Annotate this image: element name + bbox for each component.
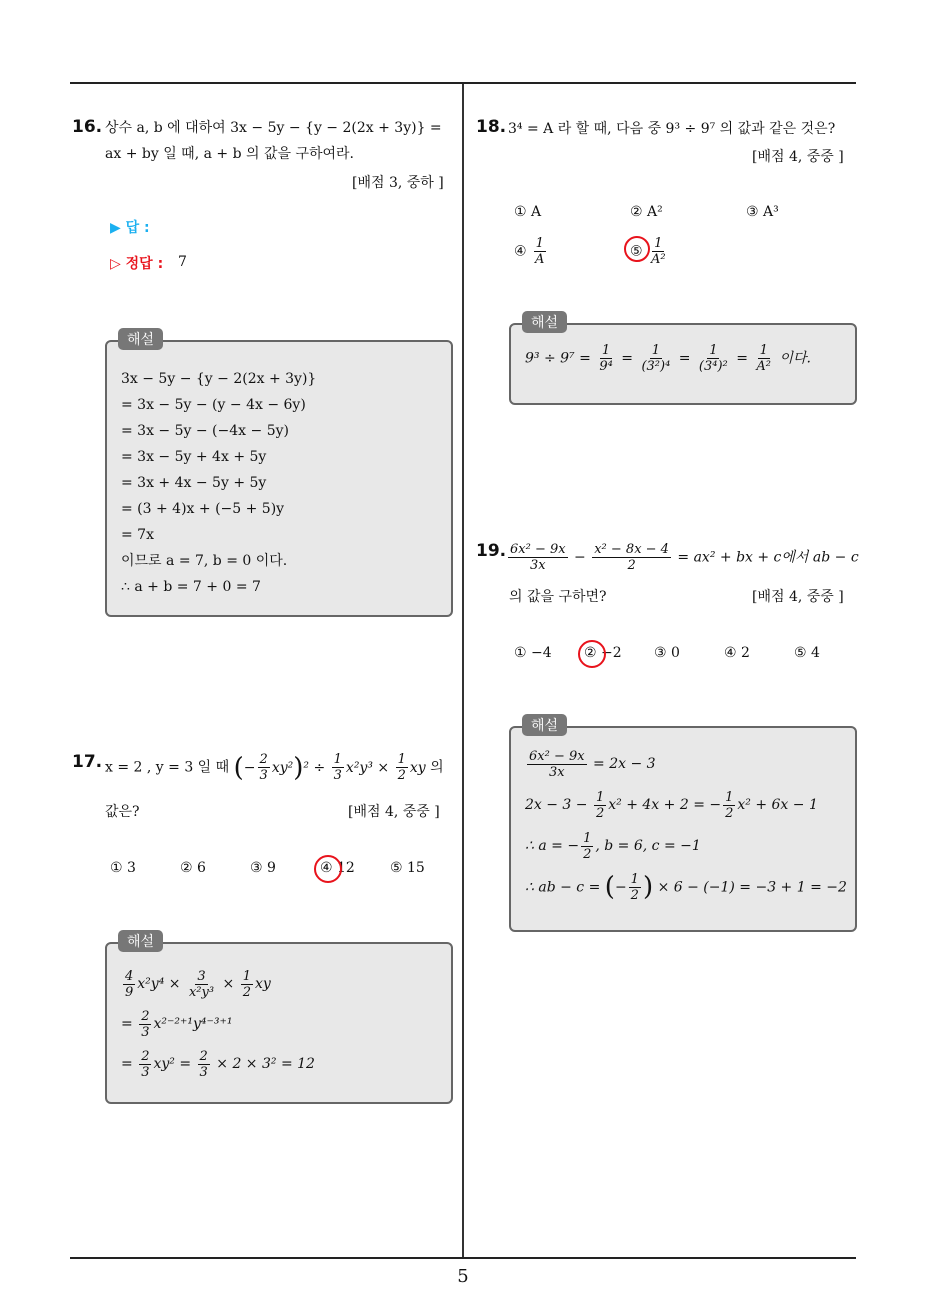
q17-explain-line3-suffix: × 2 × 3² = 12 — [216, 1056, 315, 1072]
q17-explain-line2-suffix: x²⁻²⁺¹y⁴⁻³⁺¹ — [153, 1016, 233, 1032]
bottom-rule — [70, 1257, 856, 1259]
q17-explain-line-3: = $\frac{2}{3}$ xy² = $\frac{2}{3}$ × 2 × 3² = 12 — [121, 1048, 315, 1080]
q17-number: 17. — [72, 752, 103, 772]
q16-line2: ax + by 일 때, a + b 의 값을 구하여라. — [105, 146, 355, 162]
column-divider — [462, 84, 464, 1257]
q18-option-5-label: ⑤ — [630, 243, 643, 260]
q16-explain-line-7: = 7x — [121, 527, 154, 543]
q18-option-4-label: ④ — [514, 243, 527, 260]
q19-explanation-tab: 해설 — [522, 714, 567, 736]
q18-option-4-value: $\frac{1}{A}$ — [535, 236, 545, 267]
q19-explanation-lines — [525, 744, 847, 909]
q16-answer-label[interactable]: ▶ 답 : — [110, 220, 150, 236]
q19-explain-line-4: ∴ ab − c = (− $\frac{1}{2}$ ) × 6 − (−1) = −3 + 1 = −2 — [525, 872, 847, 903]
q16-explain-line-1: 3x − 5y − {y − 2(2x + 3y)} — [121, 371, 317, 387]
q16-explanation-tab: 해설 — [118, 328, 163, 350]
q17-explanation-box — [105, 942, 453, 1104]
q18-line1: 3⁴ = A 라 할 때, 다음 중 9³ ÷ 9⁷ 의 값과 같은 것은? — [508, 121, 836, 137]
q19-explain-line1-suffix: = 2x − 3 — [593, 756, 656, 772]
q16-score: [배점 3, 중하 ] — [352, 175, 444, 191]
q17-text-start: x = 2 , y = 3 일 때 — [105, 759, 230, 776]
q16-correct-value: 7 — [178, 254, 187, 270]
q19-explain-line-2: 2x − 3 − $\frac{1}{2}$ x² + 4x + 2 = − $\frac{1}{2}$ x² + 6x − 1 — [525, 789, 818, 821]
q19-explain-line-1: $\frac{\text{6x² − 9x}}{3x}$ = 2x − 3 — [529, 748, 656, 780]
q19-expression: $\frac{\text{6x² − 9x}}{3x}$ − $\frac{\text{x² − 8x − 4}}{2}$ = ax² + bx + c에서 ab − c — [510, 542, 859, 573]
q17-text-line2: 값은? — [105, 804, 140, 820]
q19-explain-line4-suffix: × 6 − (−1) = −3 + 1 = −2 — [657, 879, 847, 896]
q18-explanation-tab: 해설 — [522, 311, 567, 333]
q16-explain-line-2: = 3x − 5y − (y − 4x − 6y) — [121, 397, 306, 413]
q19-option-3[interactable]: ③ 0 — [654, 645, 680, 661]
q17-option-4[interactable]: ④ 12 — [320, 860, 355, 876]
q19-explain-line3-prefix: ∴ a = − — [525, 838, 580, 854]
q16-explanation-box — [105, 340, 453, 617]
q19-option-5[interactable]: ⑤ 4 — [794, 645, 820, 661]
q16-explanation-lines — [121, 366, 316, 600]
q19-line2: 의 값을 구하면? — [509, 589, 607, 605]
page-number: 5 — [457, 1266, 469, 1287]
q17-explain-line-2: = $\frac{2}{3}$ x²⁻²⁺¹y⁴⁻³⁺¹ — [121, 1008, 233, 1040]
q19-option-2[interactable]: ② −2 — [584, 645, 622, 661]
q18-explanation-box — [509, 323, 857, 405]
q19-number: 19. — [476, 541, 507, 561]
q16-explain-line-9: ∴ a + b = 7 + 0 = 7 — [121, 579, 261, 595]
q17-explanation-tab: 해설 — [118, 930, 163, 952]
q16-correct-label: ▷ 정답 : — [110, 256, 164, 272]
q19-explanation-box — [509, 726, 857, 932]
q17-option-1[interactable]: ① 3 — [110, 860, 136, 876]
q19-score: [배점 4, 중중 ] — [752, 589, 844, 605]
q17-option-3[interactable]: ③ 9 — [250, 860, 276, 876]
q17-text — [105, 752, 455, 783]
q18-answer-mark-icon — [624, 236, 650, 262]
q18-option-2[interactable]: ② A² — [630, 204, 663, 220]
q17-option-5[interactable]: ⑤ 15 — [390, 860, 425, 876]
q19-explain-line4-prefix: ∴ ab − c = — [525, 879, 601, 896]
q16-explain-line-5: = 3x + 4x − 5y + 5y — [121, 475, 267, 491]
q18-option-4[interactable] — [514, 236, 548, 267]
q18-option-3[interactable]: ③ A³ — [746, 204, 779, 220]
q17-expression: (− $\frac{2}{3}$ xy²)² ÷ $\frac{1}{3}$ x²y³ × $\frac{1}{2}$ xy — [233, 752, 426, 783]
q19-option-1[interactable]: ① −4 — [514, 645, 552, 661]
q16-explain-line-4: = 3x − 5y + 4x + 5y — [121, 449, 267, 465]
q19-text-mid: = ax² + bx + c에서 ab − c — [677, 549, 859, 566]
q16-text — [105, 115, 455, 167]
q18-score: [배점 4, 중중 ] — [752, 149, 844, 165]
q16-line1: 상수 a, b 에 대하여 3x − 5y − {y − 2(2x + 3y)} = — [105, 120, 442, 136]
q18-option-1[interactable]: ① A — [514, 204, 542, 220]
q17-explain-line-1: $\frac{4}{9}$ x²y⁴ × $\frac{3}{\text{x²y³}}$ × $\frac{1}{2}$ xy — [125, 968, 271, 1000]
q18-number: 18. — [476, 117, 507, 137]
q16-explain-line-6: = (3 + 4)x + (−5 + 5)y — [121, 501, 285, 517]
q18-option-5-value: $\frac{1}{\text{A²}}$ — [651, 236, 666, 267]
q18-explanation-line: 9³ ÷ 9⁷ = $\frac{1}{\text{9⁴}}$ = $\frac{1}{\text{(3²)⁴}}$ = $\frac{1}{\text{(3⁴)²}}$ = $\frac{1}{\text{A²}}$ 이다. — [525, 343, 811, 374]
q18-explain-prefix: 9³ ÷ 9⁷ = — [525, 350, 591, 367]
q19-answer-mark-icon — [578, 640, 606, 668]
q17-score: [배점 4, 중중 ] — [348, 804, 440, 820]
q19-explain-line3-suffix: , b = 6, c = −1 — [595, 838, 701, 854]
q19-explain-line-3: ∴ a = − $\frac{1}{2}$ , b = 6, c = −1 — [525, 830, 701, 862]
q17-text-end: 의 — [430, 759, 444, 776]
q16-explain-line-3: = 3x − 5y − (−4x − 5y) — [121, 423, 289, 439]
q17-explanation-lines — [121, 964, 315, 1084]
q16-explain-line-8: 이므로 a = 7, b = 0 이다. — [121, 553, 288, 569]
q17-answer-mark-icon — [314, 855, 342, 883]
q17-option-2[interactable]: ② 6 — [180, 860, 206, 876]
q16-number: 16. — [72, 117, 103, 137]
q19-option-4[interactable]: ④ 2 — [724, 645, 750, 661]
q18-explain-suffix: 이다. — [779, 350, 811, 367]
